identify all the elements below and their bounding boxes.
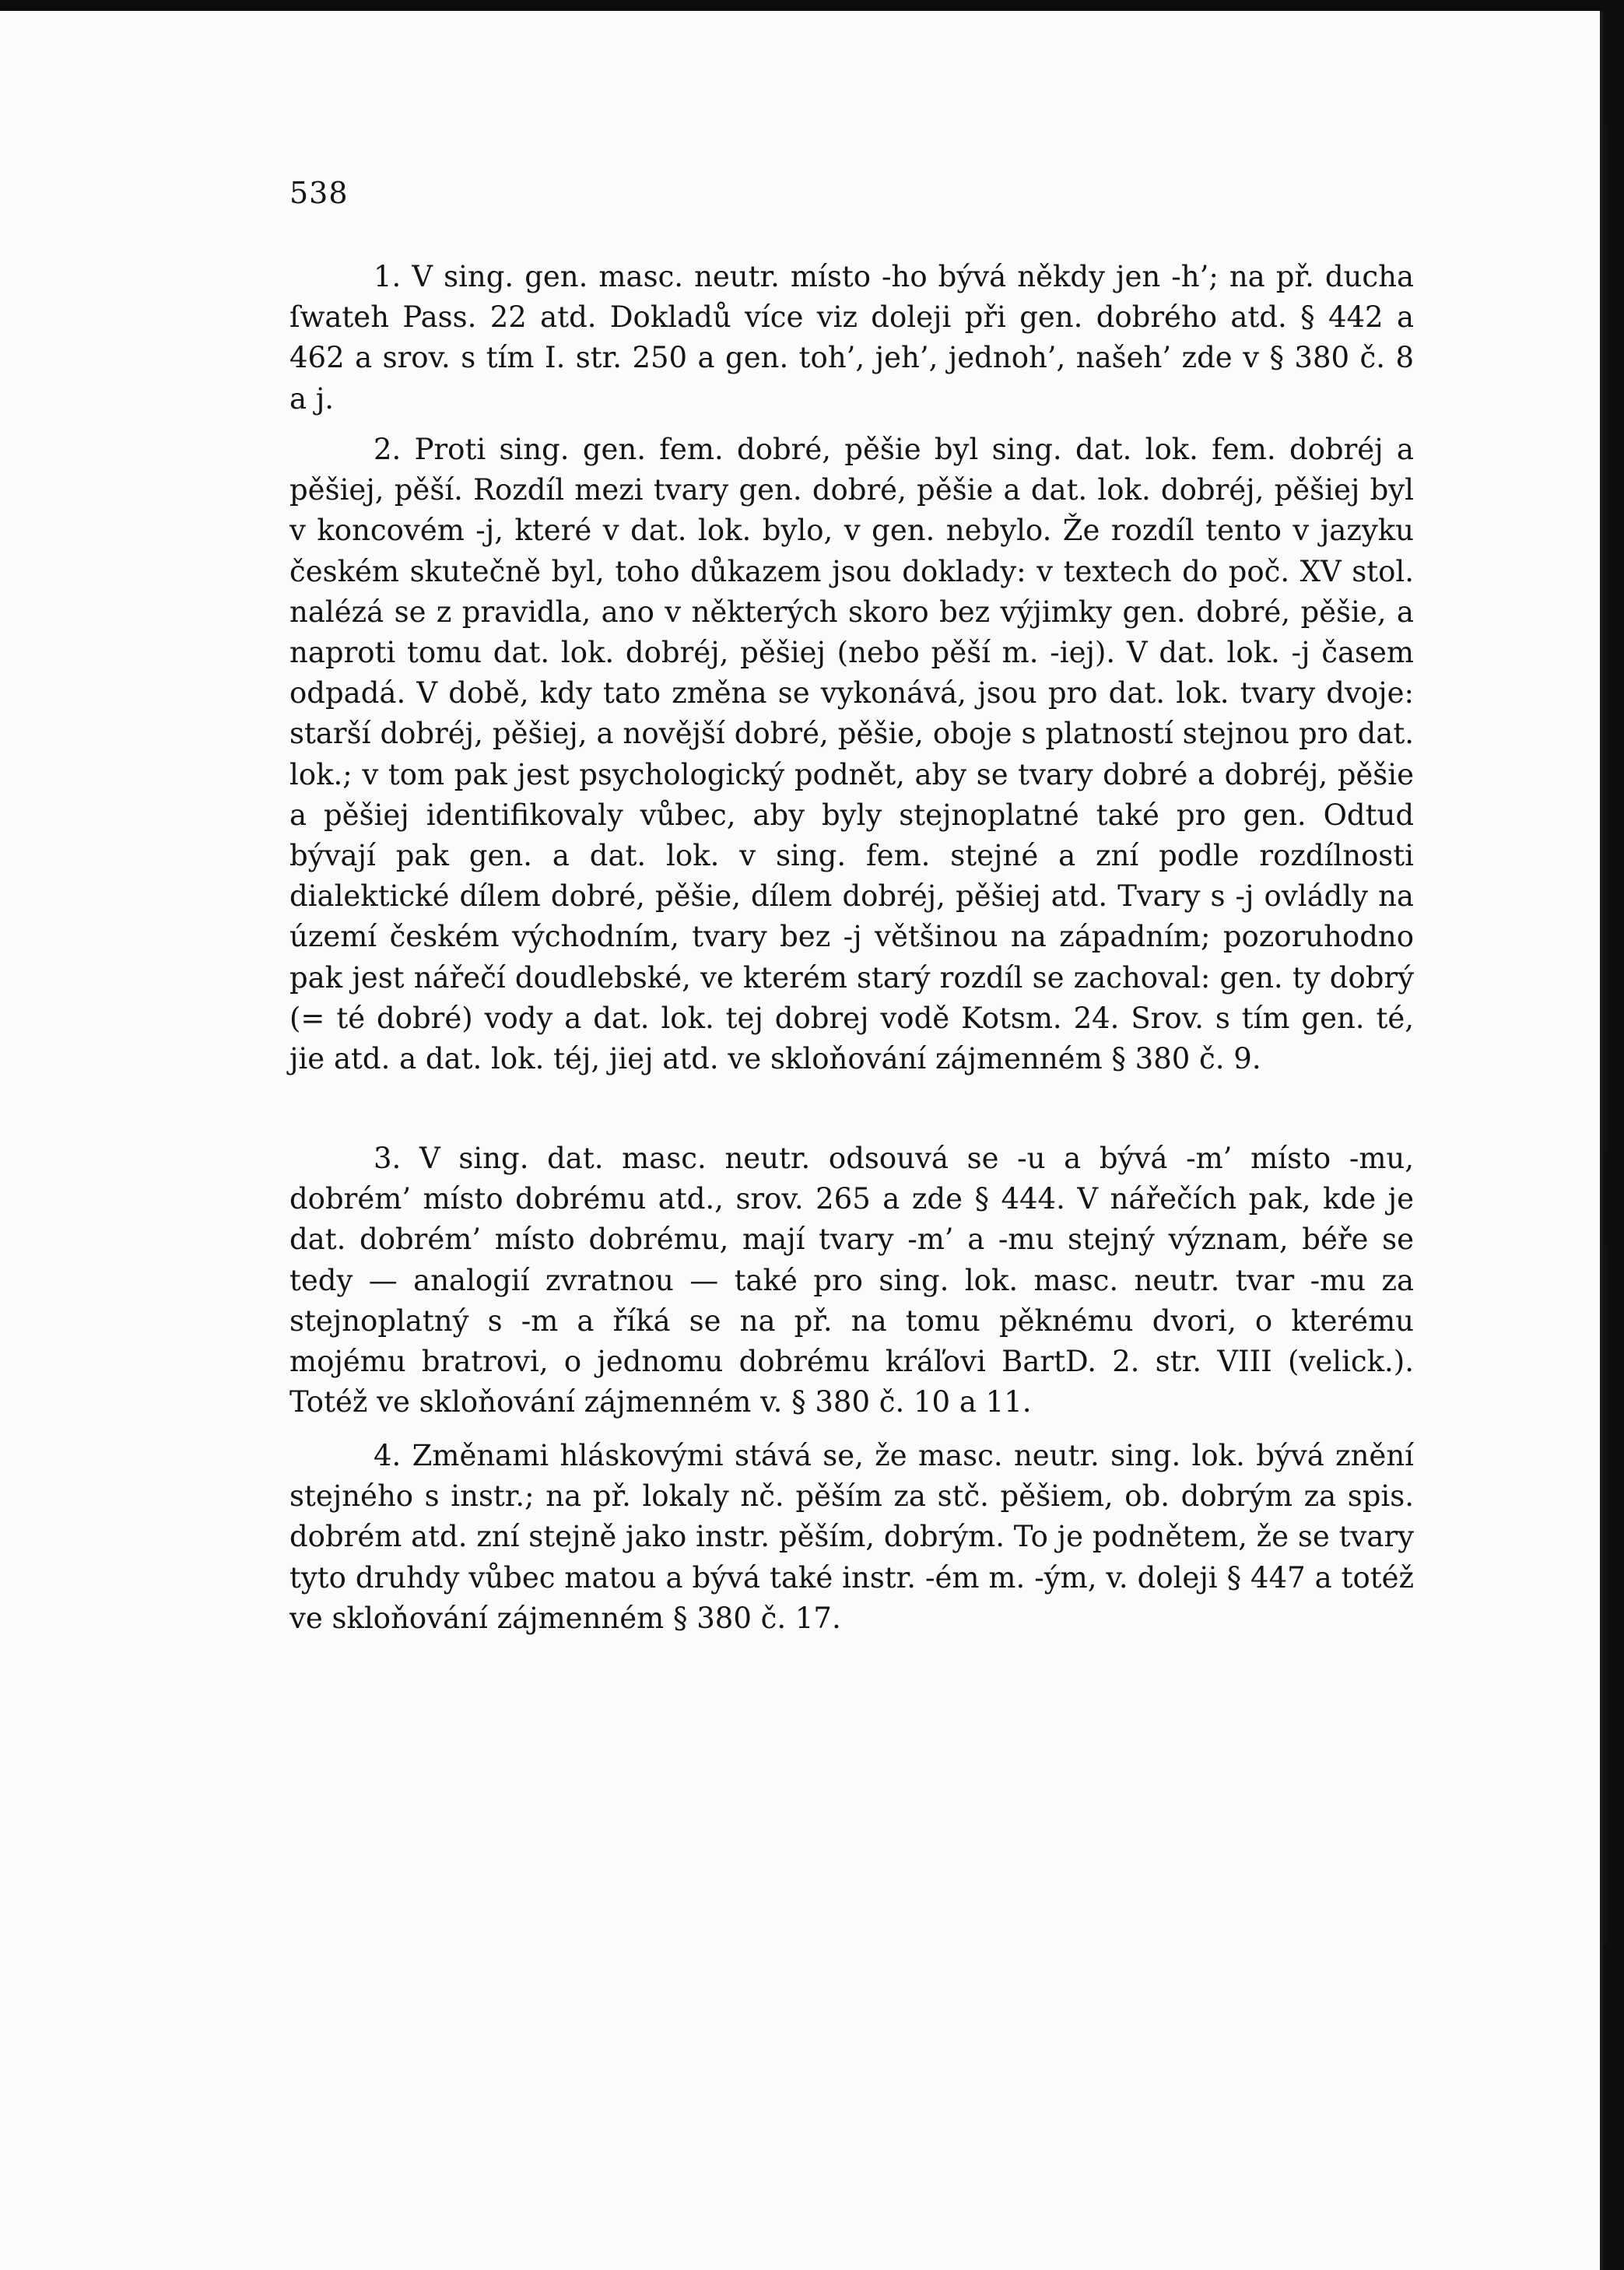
page-number: 538 [289,176,349,210]
paragraph-3: 3. V sing. dat. masc. neutr. odsouvá se -u a bývá -m’ místo -mu, dobrém’ místo dobrému atd., srov. 265 a zde § 444. V nářečích pak, kde je dat. dobrém’ místo dobrému, mají tvary -m’ a -mu stejný význam, béře se tedy — analogií zvratnou — také pro sing. lok. masc. neutr. tvar -mu za stejnoplatný s -m a říká se na př. na tomu pěknému dvori, o kterému mojému bratrovi, o jednomu dobrému kráľovi BartD. 2. str. VIII (velick.). Totéž ve skloňování zájmenném v. § 380 č. 10 a 11. [289,1142,1414,1419]
binding-shadow-upper [1603,125,1607,1152]
paragraph-2: 2. Proti sing. gen. fem. dobré, pěšie byl sing. dat. lok. fem. dobréj a pěšiej, pěší. Rozdíl mezi tvary gen. dobré, pěšie a dat. lok. dobréj, pěšiej byl v koncovém -j, které v dat. lok. bylo, v gen. nebylo. Že rozdíl tento v jazyku českém skutečně byl, toho důkazem jsou doklady: v textech do poč. XV stol. nalézá se z pravidla, ano v některých skoro bez výjimky gen. dobré, pěšie, a naproti tomu dat. lok. dobréj, pěšiej (nebo pěší m. -iej). V dat. lok. -j časem odpadá. V době, kdy tato změna se vykonává, jsou pro dat. lok. tvary dvoje: starší dobréj, pěšiej, a novější dobré, pěšie, oboje s platností stejnou pro dat. lok.; v tom pak jest psychologický podnět, aby se tvary dobré a dobréj, pěšie a pěšiej identifikovaly vůbec, aby byly stejnoplatné také pro gen. Odtud bývají pak gen. a dat. lok. v sing. fem. stejné a zní podle rozdílnosti dialektické dílem dobré, pěšie, dílem dobréj, pěšiej atd. Tvary s -j ovládly na území českém východním, tvary bez -j většinou na západním; pozoruhodno pak jest nářečí doudlebské, ve kterém starý rozdíl se zachoval: gen. ty dobrý (= té dobré) vody a dat. lok. tej dobrej vodě Kotsm. 24. Srov. s tím gen. té, jie atd. a dat. lok. téj, jiej atd. ve skloňování zájmenném § 380 č. 9. [289,433,1414,1076]
paragraph-1: 1. V sing. gen. masc. neutr. místo -ho bývá někdy jen -h’; na př. ducha ſwateh Pass. 22 atd. Dokladů více viz doleji při gen. dobrého atd. § 442 a 462 a srov. s tím I. str. 250 a gen. toh’, jeh’, jednoh’, našeh’ zde v § 380 č. 8 a j. [289,260,1414,416]
paragraph-4: 4. Změnami hláskovými stává se, že masc. neutr. sing. lok. bývá znění stejného s instr.; na př. lokaly nč. pěším za stč. pěšiem, ob. dobrým za spis. dobrém atd. zní stejně jako instr. pěším, dobrým. To je podnětem, že se tvary tyto druhdy vůbec matou a bývá také instr. -ém m. -ým, v. doleji § 447 a totéž ve skloňování zájmenném § 380 č. 17. [289,1439,1414,1635]
binding-shadow-lower [1603,1245,1607,1945]
